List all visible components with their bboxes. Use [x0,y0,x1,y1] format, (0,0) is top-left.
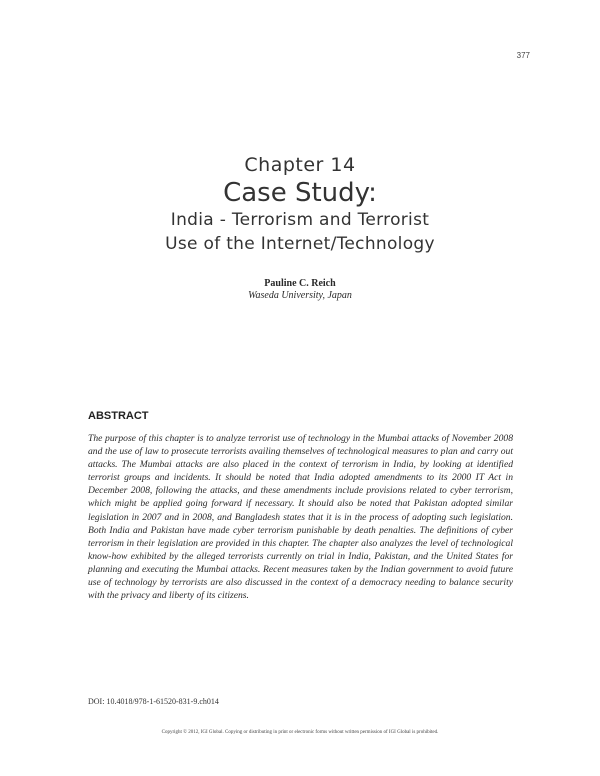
chapter-subtitle-line-1: India - Terrorism and Terrorist [170,210,430,230]
chapter-subtitle [100,208,500,256]
abstract-body: The purpose of this chapter is to analyze terrorist use of technology in the Mumbai attacks of November 2008 and the use of law to prosecute terrorists availing themselves of technological measures to plan and carry out attacks. The Mumbai attacks are also placed in the context of terrorism in India, by looking at identified terrorist groups and incidents. It should be noted that India adopted amendments to its 2000 IT Act in December 2008, following the attacks, and these amendments include provisions related to cyber terrorism, which might be applied going forward if necessary. It should also be noted that Pakistan adopted similar legislation in 2007 and in 2008, and Bangladesh states that it is in the process of adopting such legislation. Both India and Pakistan have made cyber terrorism punishable by death penalties. The definitions of cyber terrorism in their legislation are provided in this chapter. The chapter also analyzes the level of technological know-how exhibited by the alleged terrorists currently on trial in India, Pakistan, and the United States for planning and executing the Mumbai attacks. Recent measures taken by the Indian government to avoid future use of technology by terrorists are also discussed in the context of a democracy needing to balance security with the privacy and liberty of its citizens. [88,433,513,602]
author-affiliation: Waseda University, Japan [248,290,352,301]
page-number: 377 [516,51,530,60]
copyright-notice: Copyright © 2012, IGI Global. Copying or distributing in print or electronic forms without written permission of IGI Global is prohibited. [161,730,439,735]
chapter-title: Case Study: [223,178,377,208]
author-block [0,278,600,302]
abstract-heading: ABSTRACT [88,410,149,422]
doi-text: DOI: 10.4018/978-1-61520-831-9.ch014 [88,697,219,706]
chapter-label: Chapter 14 [244,154,356,176]
chapter-subtitle-line-2: Use of the Internet/Technology [165,234,435,254]
author-name: Pauline C. Reich [264,278,336,289]
